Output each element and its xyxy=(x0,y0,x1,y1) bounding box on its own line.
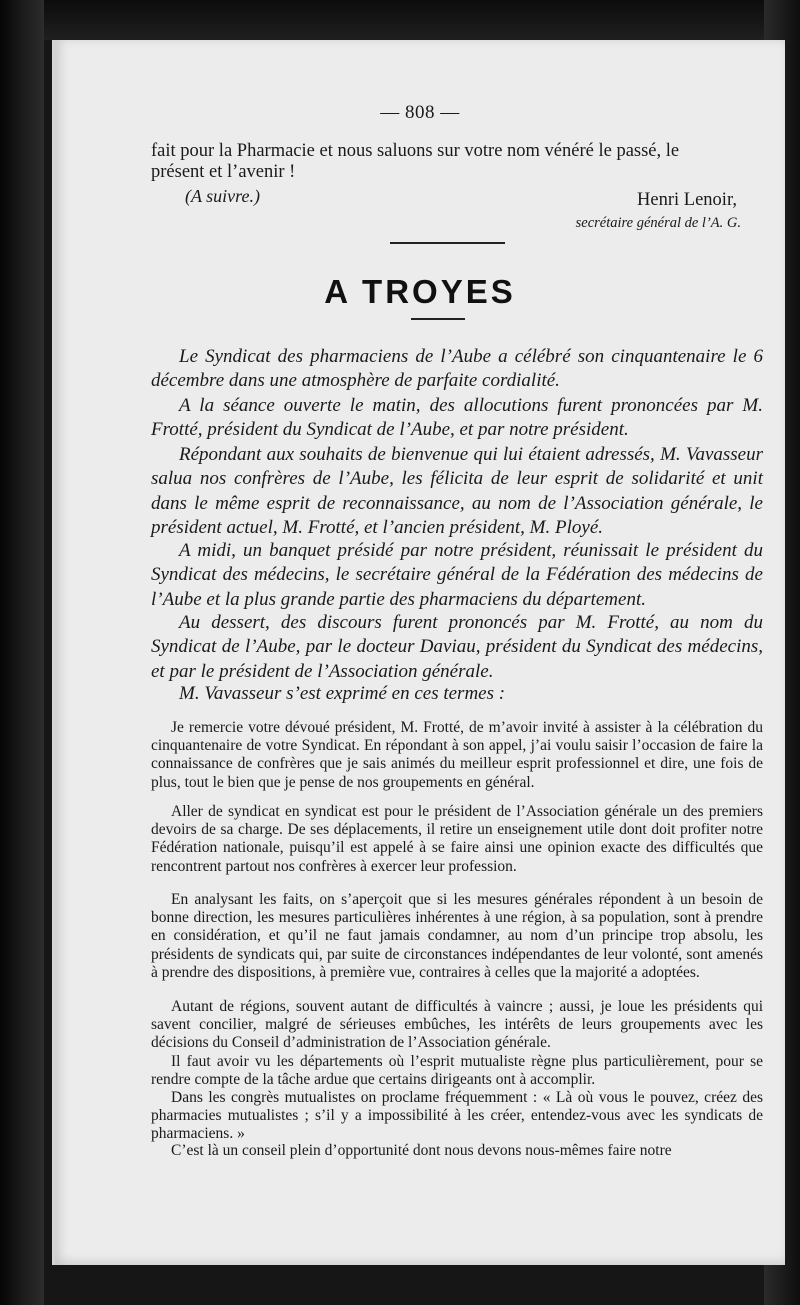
continued-note: (A suivre.) xyxy=(185,186,260,206)
intro-paragraph: M. Vavasseur s’est exprimé en ces termes : xyxy=(179,683,506,704)
speech-paragraph: En analysant les faits, on s’aperçoit que si les mesures générales répondent à un besoin de bonne direction, les mesures particulières inhérentes à une région, à sa population, sont à prendre en considération, et qu’il ne faut jamais condamner, au nom d’un principe trop absolu, les présidents de syndicats qui, par suite de circonstances indépendantes de leur volonté, sont amenés à prendre des dispositions, à première vue, contraires à celles que la majorité a adoptées. xyxy=(151,891,763,981)
title-underline xyxy=(411,318,465,320)
separator-rule xyxy=(390,242,505,244)
intro-line-1: fait pour la Pharmacie et nous saluons sur votre nom vénéré le passé, le xyxy=(151,141,680,161)
article-title: A TROYES xyxy=(324,273,516,310)
speech-paragraph: Il faut avoir vu les départements où l’esprit mutualiste règne plus particulièrement, pour se rendre compte de la tâche ardue que certains dirigeants ont à accomplir. xyxy=(151,1053,763,1089)
page-number: — 808 — xyxy=(380,102,460,123)
speech-paragraph: C’est là un conseil plein d’opportunité dont nous devons nous-mêmes faire notre xyxy=(171,1142,672,1159)
book-binding-top xyxy=(44,0,764,40)
intro-paragraph: Au dessert, des discours furent prononcés par M. Frotté, au nom du Syndicat de l’Aube, par le docteur Daviau, président du Syndicat des médecins, et par le président de l’Association générale. xyxy=(151,612,763,682)
intro-paragraph: Répondant aux souhaits de bienvenue qui lui étaient adressés, M. Vavasseur salua nos confrères de l’Aube, les félicita de leur esprit de solidarité et unit dans le même esprit de reconnaissance, au nom de l’Association générale, le président actuel, M. Frotté, et l’ancien président, M. Ployé. xyxy=(151,444,763,538)
book-binding-left xyxy=(0,0,44,1305)
intro-line-2: présent et l’avenir ! xyxy=(151,162,296,182)
speech-paragraph: Autant de régions, souvent autant de difficultés à vaincre ; aussi, je loue les présidents qui savent concilier, malgré de sérieuses embûches, les intérêts de leurs groupements avec les décisions du Conseil d’administration de l’Association générale. xyxy=(151,998,763,1052)
speech-paragraph: Aller de syndicat en syndicat est pour le président de l’Association générale un des premiers devoirs de sa charge. De ses déplacements, il retire un enseignement utile dont doit profiter notre Fédération nationale, puisqu’il est appelé à se faire ainsi une opinion exacte des difficultés que rencontrent partout nos confrères à exercer leur profession. xyxy=(151,803,763,875)
speech-paragraph: Dans les congrès mutualistes on proclame fréquemment : « Là où vous le pouvez, créez des pharmacies mutualistes ; s’il y a impossibilité à les créer, entendez-vous avec les syndicats de pharmaciens. » xyxy=(151,1089,763,1143)
intro-paragraph: A midi, un banquet présidé par notre président, réunissait le président du Syndicat des médecins, le secrétaire général de la Fédération des médecins de l’Aube et la plus grande partie des pharmaciens du département. xyxy=(151,540,763,610)
signature-title: secrétaire général de l’A. G. xyxy=(575,215,741,231)
intro-paragraph: A la séance ouverte le matin, des allocutions furent prononcées par M. Frotté, président du Syndicat de l’Aube, et par notre président. xyxy=(151,395,763,441)
speech-paragraph: Je remercie votre dévoué président, M. Frotté, de m’avoir invité à assister à la célébration du cinquantenaire de votre Syndicat. En répondant à son appel, j’ai voulu saisir l’occasion de faire la connaissance de confrères que je sais animés du meilleur esprit professionnel et dire, une fois de plus, tout le bien que je pense de nos groupements en général. xyxy=(151,719,763,791)
document-page xyxy=(52,40,785,1265)
signature-name: Henri Lenoir, xyxy=(637,190,737,210)
intro-paragraph: Le Syndicat des pharmaciens de l’Aube a célébré son cinquantenaire le 6 décembre dans une atmosphère de parfaite cordialité. xyxy=(151,346,763,392)
